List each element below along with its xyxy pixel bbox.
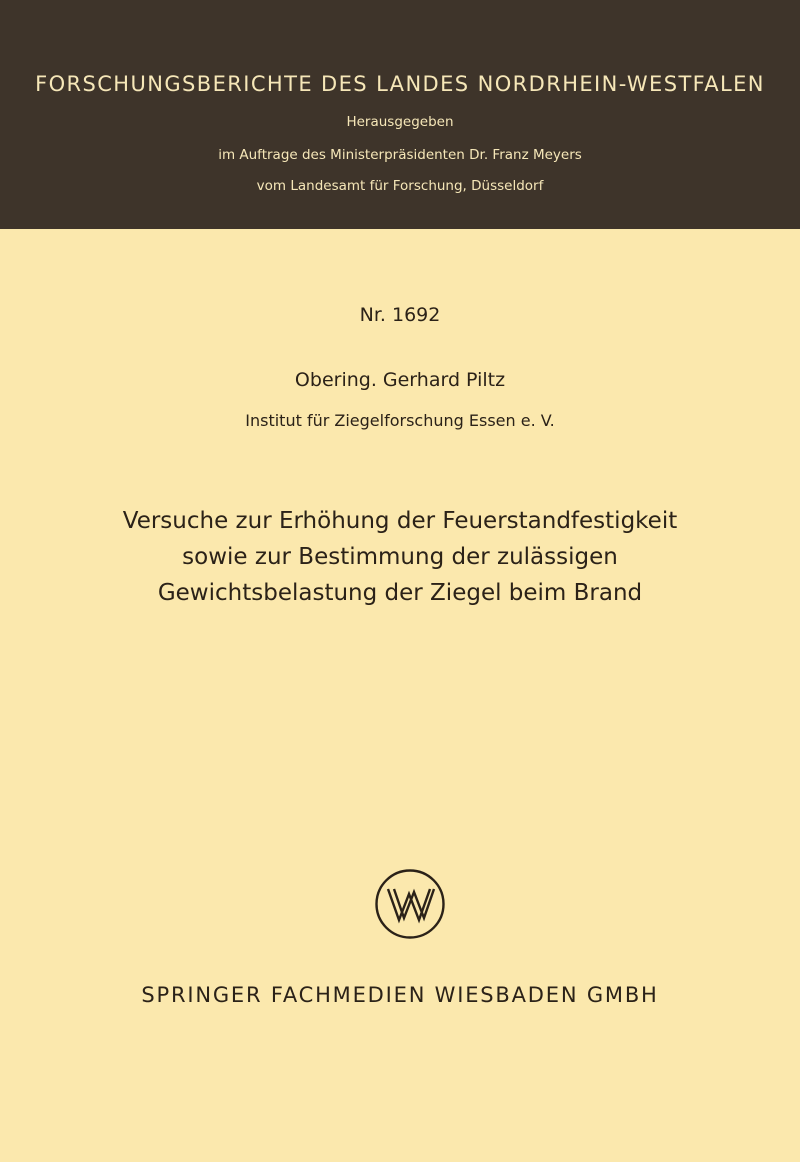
publisher-name: SPRINGER FACHMEDIEN WIESBADEN GMBH	[141, 983, 659, 1007]
series-title: FORSCHUNGSBERICHTE DES LANDES NORDRHEIN-WESTFALEN	[35, 72, 765, 96]
title-line: sowie zur Bestimmung der zulässigen	[182, 544, 618, 570]
title-line: Gewichtsbelastung der Ziegel beim Brand	[157, 580, 643, 606]
author-name: Obering. Gerhard Piltz	[294, 369, 506, 391]
publisher-logo-icon	[374, 868, 446, 940]
header-editor-line: Herausgegeben	[346, 114, 454, 130]
author-institute: Institut für Ziegelforschung Essen e. V.	[245, 411, 555, 430]
report-title	[0, 503, 800, 611]
header-band	[0, 0, 800, 229]
title-line: Versuche zur Erhöhung der Feuerstandfestigkeit	[122, 508, 678, 534]
header-commission-line: im Auftrage des Ministerpräsidenten Dr. Franz Meyers	[218, 147, 582, 163]
report-number: Nr. 1692	[359, 304, 441, 326]
header-office-line: vom Landesamt für Forschung, Düsseldorf	[256, 178, 544, 194]
